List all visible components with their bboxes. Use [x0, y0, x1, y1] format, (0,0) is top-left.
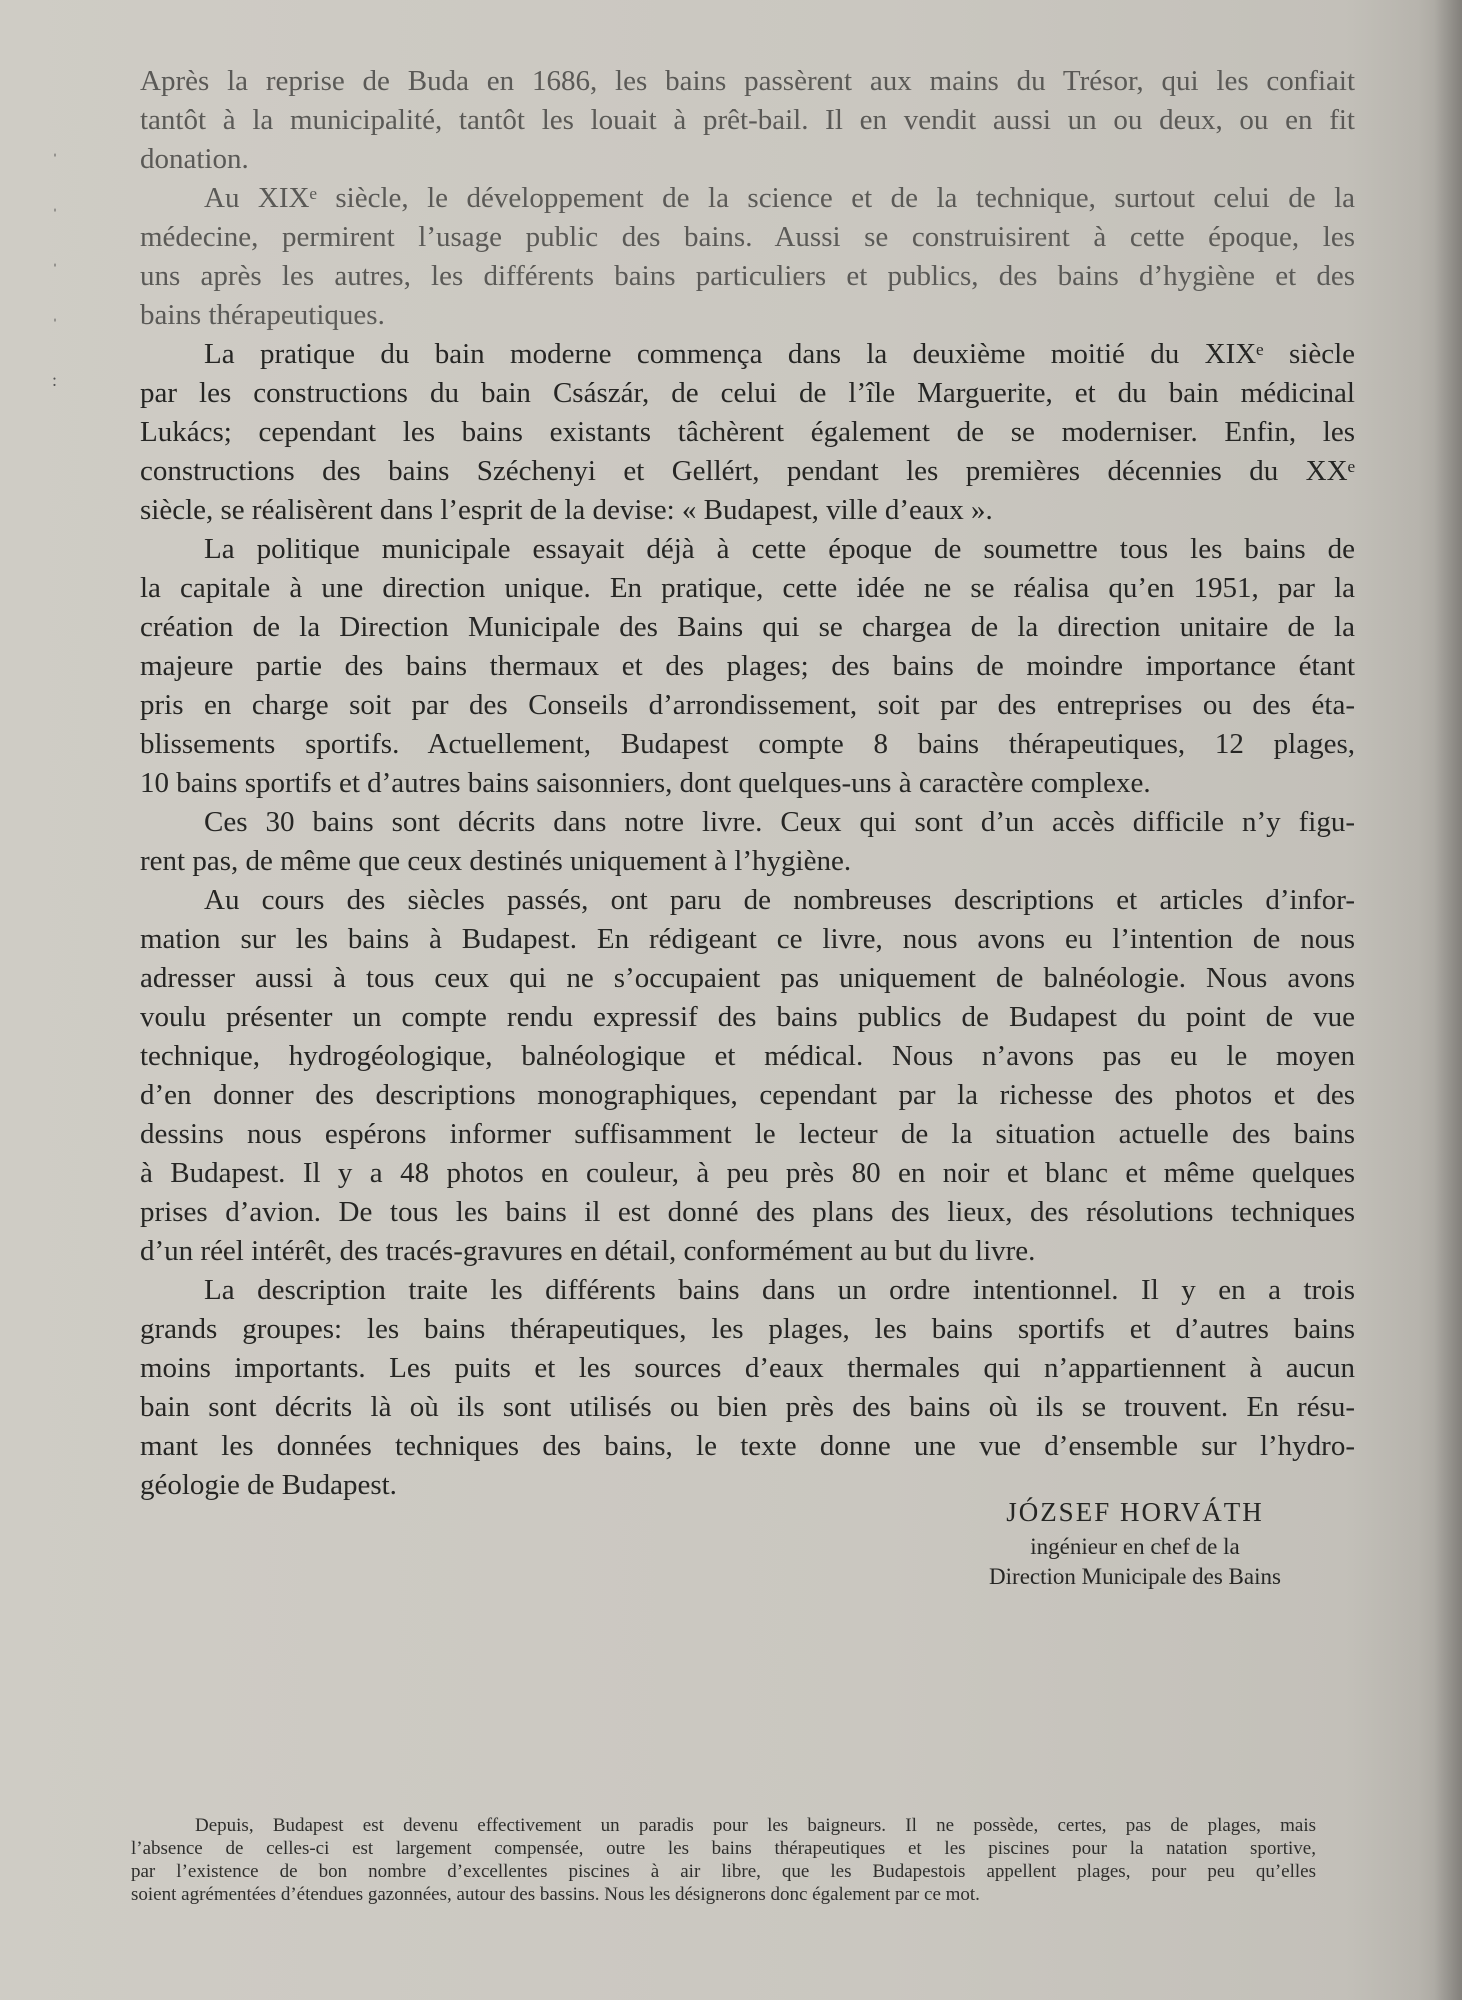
text-line: uns après les autres, les différents bains particuliers et publics, des bains d’hygiène et des: [140, 260, 1355, 292]
text-line: mation sur les bains à Budapest. En rédigeant ce livre, nous avons eu l’intention de nous: [140, 923, 1355, 955]
text-line: géologie de Budapest.: [140, 1469, 397, 1501]
text-line: à Budapest. Il y a 48 photos en couleur, à peu près 80 en noir et blanc et même quelques: [140, 1157, 1355, 1189]
text-line: La description traite les différents bains dans un ordre intentionnel. Il y en a trois: [204, 1274, 1355, 1306]
text-line: d’un réel intérêt, des tracés-gravures en détail, conformément au but du livre.: [140, 1235, 1036, 1267]
author-title-line-2: Direction Municipale des Bains: [989, 1564, 1281, 1589]
text-line: Après la reprise de Buda en 1686, les bains passèrent aux mains du Trésor, qui les confiait: [140, 65, 1355, 97]
text-line: pris en charge soit par des Conseils d’arrondissement, soit par des entreprises ou des éta-: [140, 689, 1355, 721]
text-line: la capitale à une direction unique. En pratique, cette idée ne se réalisa qu’en 1951, par la: [140, 572, 1355, 604]
footnote-line: soient agrémentées d’étendues gazonnées, autour des bassins. Nous les désignerons donc également par ce mot.: [131, 1884, 980, 1905]
paragraph: [140, 530, 1355, 803]
text-line: siècle, se réalisèrent dans l’esprit de la devise: « Budapest, ville d’eaux ».: [140, 494, 993, 526]
signature-block: [930, 1492, 1340, 1592]
author-name: JÓZSEF HORVÁTH: [1006, 1497, 1264, 1527]
text-line: adresser aussi à tous ceux qui ne s’occupaient pas uniquement de balnéologie. Nous avons: [140, 962, 1355, 994]
paragraph: [140, 62, 1355, 179]
footnote-line: Depuis, Budapest est devenu effectivement un paradis pour les baigneurs. Il ne possède, certes, pas de plages, mais: [195, 1815, 1316, 1836]
text-line: mant les données techniques des bains, le texte donne une vue d’ensemble sur l’hydro-: [140, 1430, 1355, 1462]
text-line: moins importants. Les puits et les sources d’eaux thermales qui n’appartiennent à aucun: [140, 1352, 1355, 1384]
text-line: La pratique du bain moderne commença dans la deuxième moitié du XIXᵉ siècle: [204, 338, 1355, 370]
text-line: prises d’avion. De tous les bains il est donné des plans des lieux, des résolutions techniques: [140, 1196, 1355, 1228]
text-line: tantôt à la municipalité, tantôt les louait à prêt-bail. Il en vendit aussi un ou deux, ou en fit: [140, 104, 1355, 136]
text-line: voulu présenter un compte rendu expressif des bains publics de Budapest du point de vue: [140, 1001, 1355, 1033]
text-line: 10 bains sportifs et d’autres bains saisonniers, dont quelques-uns à caractère complexe.: [140, 767, 1151, 799]
margin-marks: ˈ ˈ ˈ ˈ :: [52, 150, 58, 390]
paragraph: [140, 803, 1355, 881]
footnote: [131, 1814, 1316, 1906]
text-line: Ces 30 bains sont décrits dans notre livre. Ceux qui sont d’un accès difficile n’y figu-: [204, 806, 1355, 838]
text-line: donation.: [140, 143, 249, 175]
paragraph: [140, 1271, 1355, 1505]
text-line: rent pas, de même que ceux destinés uniquement à l’hygiène.: [140, 845, 852, 877]
text-line: dessins nous espérons informer suffisamment le lecteur de la situation actuelle des bains: [140, 1118, 1355, 1150]
text-line: médecine, permirent l’usage public des bains. Aussi se construisirent à cette époque, les: [140, 221, 1355, 253]
body-text: [140, 62, 1355, 1505]
text-line: constructions des bains Széchenyi et Gellért, pendant les premières décennies du XXᵉ: [140, 455, 1355, 487]
author-title-line-1: ingénieur en chef de la: [1030, 1534, 1240, 1559]
text-line: bain sont décrits là où ils sont utilisés ou bien près des bains où ils se trouvent. En résu-: [140, 1391, 1355, 1423]
text-line: par les constructions du bain Császár, de celui de l’île Marguerite, et du bain médicinal: [140, 377, 1355, 409]
text-line: blissements sportifs. Actuellement, Budapest compte 8 bains thérapeutiques, 12 plages,: [140, 728, 1355, 760]
paragraph: [140, 179, 1355, 335]
text-line: Au XIXᵉ siècle, le développement de la science et de la technique, surtout celui de la: [204, 182, 1355, 214]
text-line: majeure partie des bains thermaux et des plages; des bains de moindre importance étant: [140, 650, 1355, 682]
text-line: bains thérapeutiques.: [140, 299, 385, 331]
text-line: Au cours des siècles passés, ont paru de nombreuses descriptions et articles d’infor-: [204, 884, 1355, 916]
text-line: La politique municipale essayait déjà à cette époque de soumettre tous les bains de: [204, 533, 1355, 565]
text-line: d’en donner des descriptions monographiques, cependant par la richesse des photos et des: [140, 1079, 1355, 1111]
footnote-line: par l’existence de bon nombre d’excellentes piscines à air libre, que les Budapestois appellent plages, pour peu qu’elles: [131, 1861, 1316, 1882]
page-edge-shadow: [1434, 0, 1462, 2000]
footnote-line: l’absence de celles-ci est largement compensée, outre les bains thérapeutiques et les piscines pour la natation sportive,: [131, 1838, 1316, 1859]
paragraph: [140, 881, 1355, 1271]
paragraph: [140, 335, 1355, 530]
text-line: technique, hydrogéologique, balnéologique et médical. Nous n’avons pas eu le moyen: [140, 1040, 1355, 1072]
text-line: Lukács; cependant les bains existants tâchèrent également de se moderniser. Enfin, les: [140, 416, 1355, 448]
text-line: grands groupes: les bains thérapeutiques, les plages, les bains sportifs et d’autres bains: [140, 1313, 1355, 1345]
text-line: création de la Direction Municipale des Bains qui se chargea de la direction unitaire de la: [140, 611, 1355, 643]
